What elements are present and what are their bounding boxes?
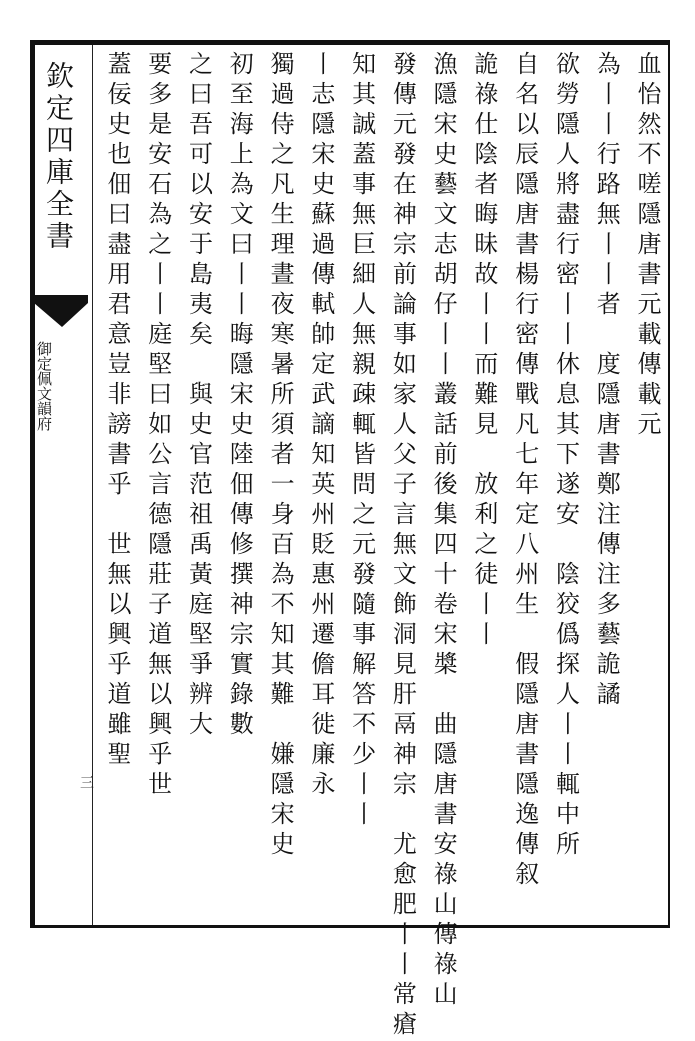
margin-column	[30, 45, 92, 925]
text-column: 之曰吾可以安于島夷矣 與史官范祖禹黃庭堅爭辨大	[184, 51, 213, 741]
text-column: 血怡然不嗟隱唐書元載傳載元	[633, 51, 661, 441]
text-column: 詭祿仕陰者晦昧故丨丨而難見 放利之徒丨丨	[469, 51, 498, 651]
text-column: 自名以辰隱唐書楊行密傳戰凡七年定八州生 假隱唐書隱逸傳叙	[510, 51, 539, 891]
text-column: 漁隱宋史藝文志胡仔丨丨叢話前後集四十卷宋槳 曲隱唐書安祿山傳祿山	[429, 51, 458, 1011]
fishtail-mark-icon	[32, 293, 90, 333]
text-column: 丨志隱宋史蘇過傳軾帥定武謫知英州貶惠州遷儋耳徙廉永	[306, 51, 335, 801]
text-column: 要多是安石為之丨丨庭堅曰如公言德隱莊子道無以興乎世	[143, 51, 172, 801]
text-column: 欲勞隱人將盡行密丨丨休息其下遂安 陰狡僞探人丨丨輒中所	[551, 51, 580, 861]
text-column: 獨過侍之凡生理晝夜寒暑所須者一身百為不知其難 嫌隱宋史	[266, 51, 295, 861]
text-column: 初至海上為文曰丨丨晦隱宋史陸佃傳修撰神宗實錄數	[225, 51, 254, 741]
library-title: 欽定四庫全書	[42, 61, 75, 253]
frame-right-border	[668, 45, 670, 925]
page-number: 三	[78, 775, 94, 789]
column-divider	[92, 45, 93, 925]
text-column: 蓋佞史也佃曰盡用君意豈非謗書乎 世無以興乎道雖聖	[103, 51, 131, 771]
text-column: 為丨丨行路無丨丨者 度隱唐書鄭注傳注多藝詭譎	[592, 51, 621, 711]
page-frame	[30, 40, 670, 1041]
text-column: 發傳元發在神宗前論事如家人父子言無文飾洞見肝鬲神宗 尤愈肥丨丨常瘡	[388, 51, 417, 1041]
text-column: 知其誠蓋事無巨細人無親疎輒皆問之元發隨事解答不少丨丨	[347, 51, 376, 831]
book-title: 御定佩文韻府	[35, 341, 53, 431]
